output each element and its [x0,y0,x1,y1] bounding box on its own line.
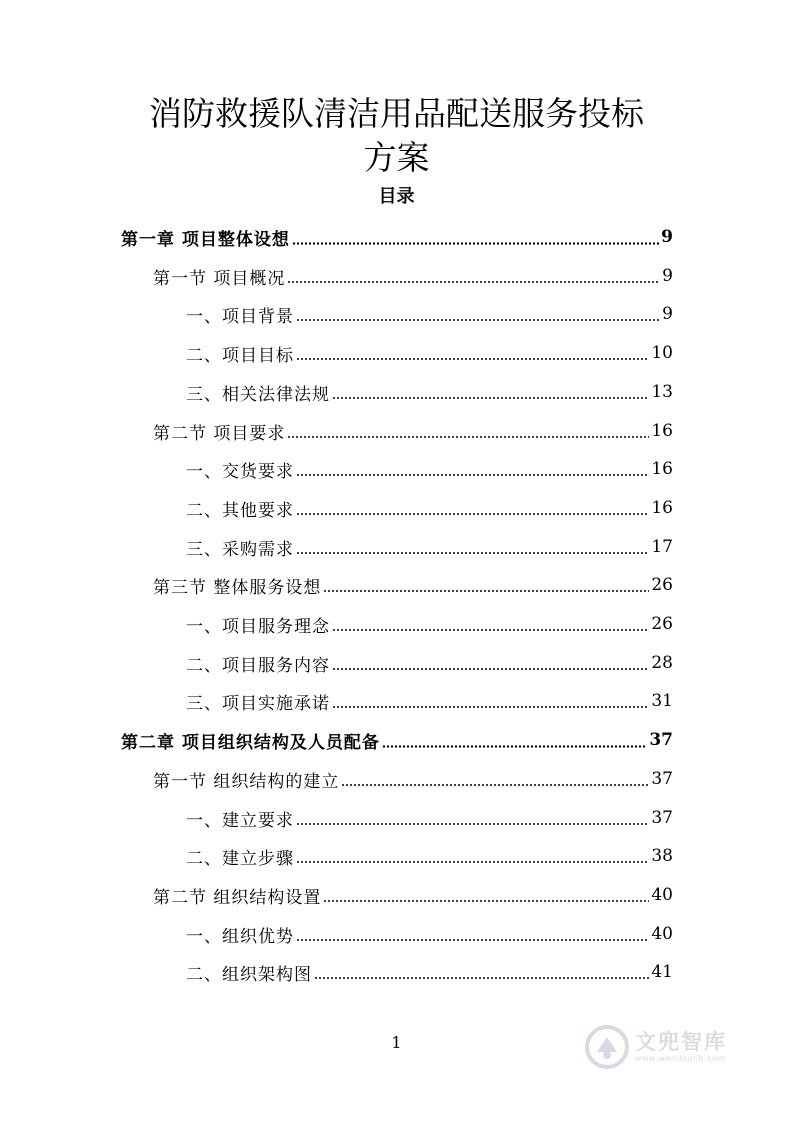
toc-entry-label: 第一节 项目概况 [153,268,286,289]
toc-leader-dots [332,706,649,708]
toc-entry-label: 第二节 组织结构设置 [153,887,322,908]
toc-entry-label: 二、项目目标 [186,345,294,366]
toc-entry-page: 16 [651,498,673,518]
toc-entry[interactable] [153,760,673,798]
toc-entry-label: 二、组织架构图 [186,964,312,985]
toc-entry-label: 三、相关法律法规 [186,384,330,405]
watermark-url: www.wendoulib.com [635,1054,726,1063]
toc-entry[interactable] [153,566,673,604]
toc-entry-label: 一、项目服务理念 [186,616,330,637]
page-number: 1 [391,1033,402,1052]
toc-entry[interactable] [186,915,673,953]
toc-leader-dots [382,745,647,748]
toc-leader-dots [287,281,660,283]
toc-entry[interactable] [121,218,673,256]
toc-entry-page: 17 [651,537,673,557]
toc-entry-page: 13 [651,382,673,402]
toc-entry-page: 9 [661,227,673,247]
watermark-name: 文兜智库 [635,1030,727,1054]
toc-leader-dots [287,436,649,438]
toc-entry[interactable] [186,489,673,527]
toc-entry[interactable] [153,257,673,295]
toc-leader-dots [314,977,649,979]
toc-leader-dots [296,474,649,476]
watermark-logo-icon [585,1025,629,1069]
toc-leader-dots [296,823,649,825]
toc-entry-label: 一、组织优势 [186,926,294,947]
toc-entry-label: 第一节 组织结构的建立 [153,771,340,792]
toc-entry[interactable] [153,412,673,450]
toc-entry-page: 26 [651,575,673,595]
toc-entry-page: 40 [651,885,673,905]
watermark [585,1018,765,1076]
toc-leader-dots [296,552,649,554]
toc-entry-page: 26 [651,614,673,634]
toc-entry-label: 二、其他要求 [186,500,294,521]
toc-entry-page: 28 [651,653,673,673]
toc-leader-dots [332,668,649,670]
toc-entry[interactable] [153,876,673,914]
toc-entry-page: 9 [662,304,673,324]
toc-entry-page: 38 [651,846,673,866]
toc-entry[interactable] [186,644,673,682]
toc-leader-dots [323,590,649,592]
toc-entry[interactable] [186,837,673,875]
toc-leader-dots [296,861,649,863]
toc-entry-page: 40 [651,924,673,944]
toc-leader-dots [296,939,649,941]
toc-entry-label: 三、项目实施承诺 [186,693,330,714]
toc-entry[interactable] [186,373,673,411]
toc-entry-page: 16 [651,459,673,479]
toc-leader-dots [296,319,660,321]
toc-leader-dots [332,629,649,631]
toc-leader-dots [292,242,659,245]
toc-entry-label: 第一章 项目整体设想 [121,229,290,250]
toc-entry-label: 二、建立步骤 [186,848,294,869]
document-title-line1: 消防救援队清洁用品配送服务投标 [149,94,644,133]
toc-entry-label: 二、项目服务内容 [186,655,330,676]
toc-entry[interactable] [186,799,673,837]
toc-leader-dots [296,358,649,360]
toc-entry-page: 41 [651,962,673,982]
toc-entry[interactable] [186,605,673,643]
toc-entry[interactable] [186,450,673,488]
toc-leader-dots [296,513,649,515]
toc-entry[interactable] [186,682,673,720]
toc-entry[interactable] [186,334,673,372]
toc-entry-page: 9 [662,266,673,286]
toc-entry-label: 第二章 项目组织结构及人员配备 [121,732,380,753]
toc-entry-label: 一、建立要求 [186,810,294,831]
document-title [0,92,793,180]
document-title-line2: 方案 [363,138,430,177]
toc-entry-label: 第二节 项目要求 [153,423,286,444]
toc-entry[interactable] [121,721,673,759]
toc-entry-label: 一、项目背景 [186,306,294,327]
toc-entry-label: 三、采购需求 [186,539,294,560]
toc-heading: 目录 [378,186,415,207]
toc-entry-page: 31 [651,691,673,711]
toc-leader-dots [332,397,649,399]
toc-leader-dots [323,900,649,902]
toc-entry-page: 10 [651,343,673,363]
toc-entry[interactable] [186,295,673,333]
toc-entry-label: 一、交货要求 [186,461,294,482]
toc-leader-dots [341,784,649,786]
toc-entry-page: 37 [651,769,673,789]
toc-entry-page: 37 [649,730,673,750]
toc-entry[interactable] [186,528,673,566]
toc-entry-label: 第三节 整体服务设想 [153,577,322,598]
toc-entry-page: 37 [651,808,673,828]
toc-entry[interactable] [186,953,673,991]
toc-entry-page: 16 [651,421,673,441]
